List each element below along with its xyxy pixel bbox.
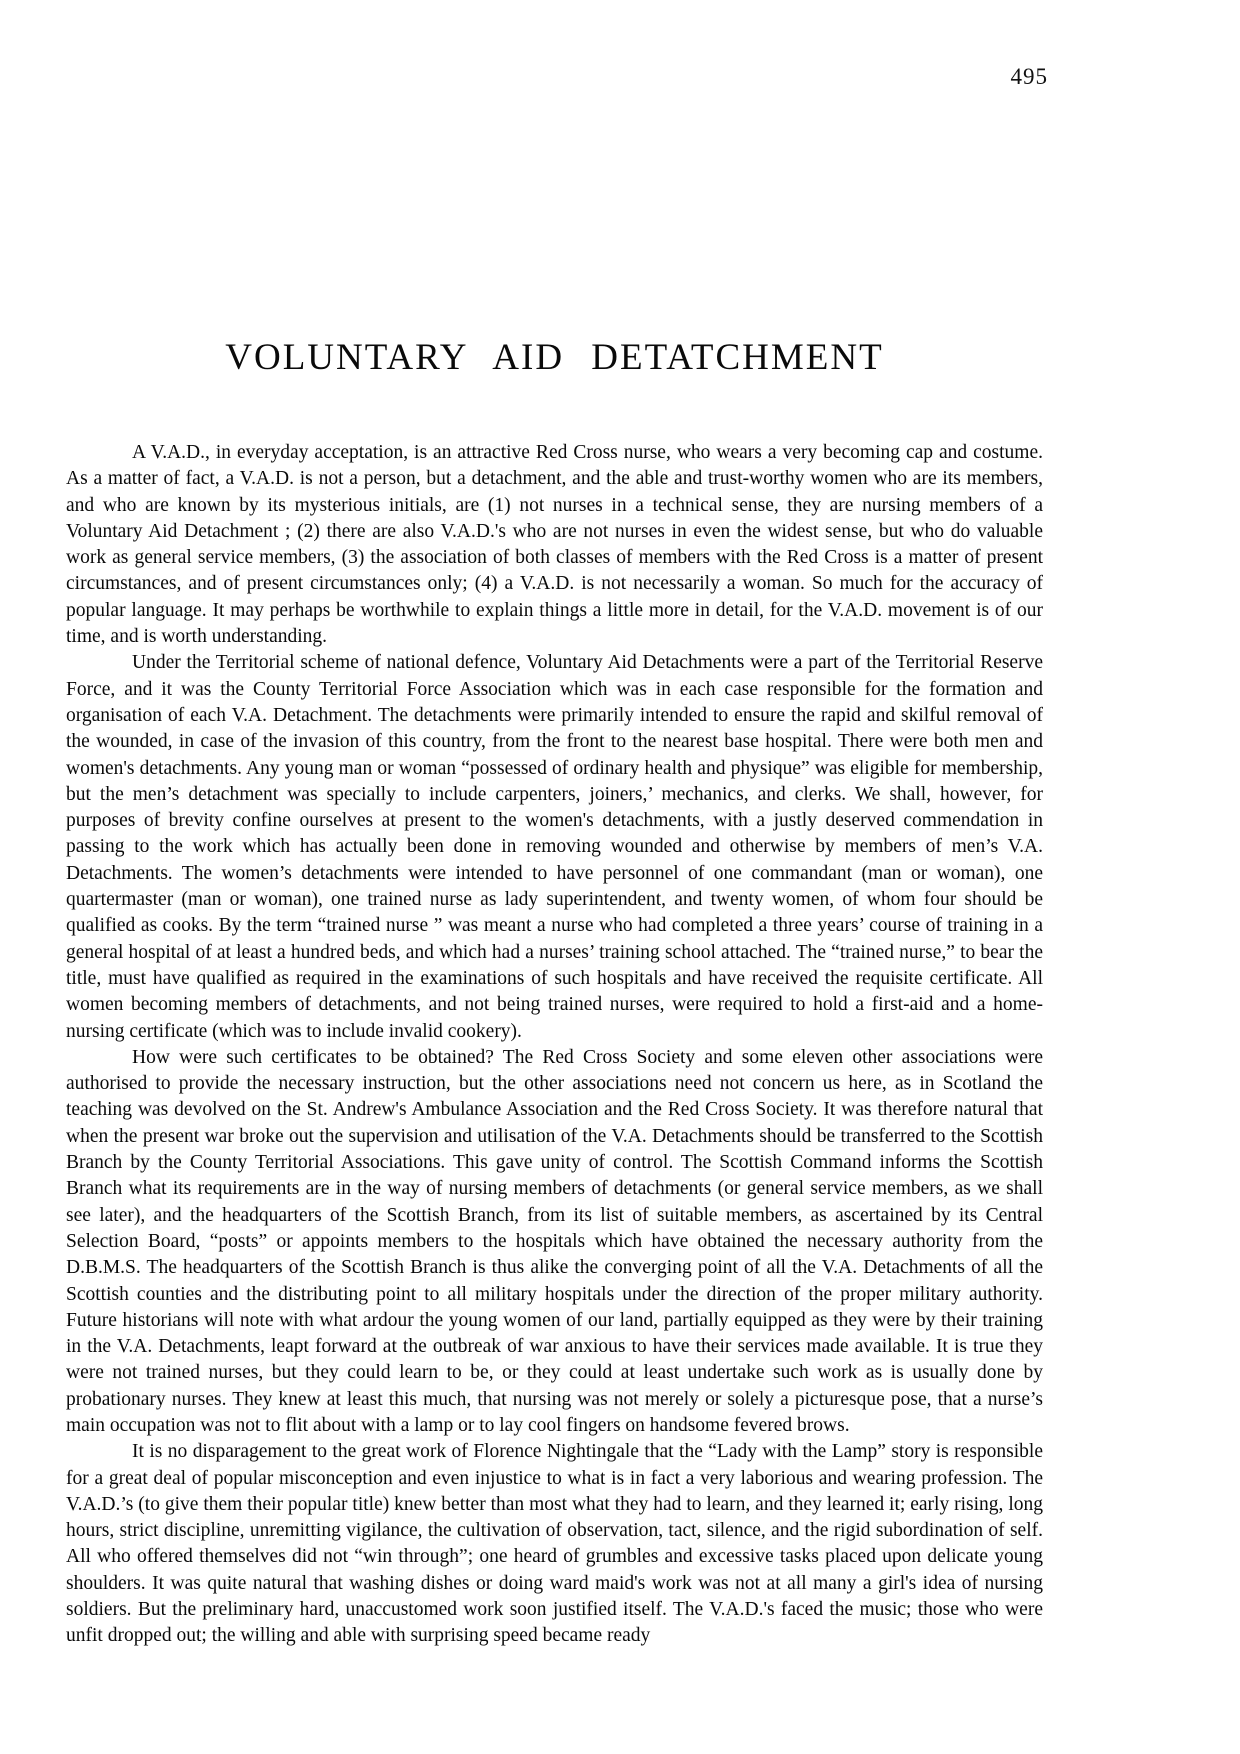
document-body [66,440,1043,1650]
paragraph: How were such certificates to be obtained? The Red Cross Society and some eleven other associations were authorised to provide the necessary instruction, but the other associations need not concern us here, as in Scotland the teaching was devolved on the St. Andrew's Ambulance Association and the Red Cross Society. It was therefore natural that when the present war broke out the supervision and utilisation of the V.A. Detachments should be transferred to the Scottish Branch by the County Territorial Associations. This gave unity of control. The Scottish Command informs the Scottish Branch what its requirements are in the way of nursing members of detachments (or general service members, as we shall see later), and the headquarters of the Scottish Branch, from its list of suitable members, as ascertained by its Central Selection Board, “posts” or appoints members to the hospitals which have obtained the necessary authority from the D.B.M.S. The headquarters of the Scottish Branch is thus alike the converging point of all the V.A. Detachments of all the Scottish counties and the distributing point to all military hospitals under the direction of the proper military authority. Future historians will note with what ardour the young women of our land, partially equipped as they were by their training in the V.A. Detachments, leapt forward at the outbreak of war anxious to have their services made available. It is true they were not trained nurses, but they could learn to be, or they could at least undertake such work as is usually done by probationary nurses. They knew at least this much, that nursing was not merely or solely a picturesque pose, that a nurse’s main occupation was not to flit about with a lamp or to lay cool fingers on handsome fevered brows. [66,1046,1043,1436]
page-number: 495 [1010,64,1048,89]
paragraph: It is no disparagement to the great work of Florence Nightingale that the “Lady with the Lamp” story is responsible for a great deal of popular misconception and even injustice to what is in fact a very laborious and wearing profession. The V.A.D.’s (to give them their popular title) knew better than most what they had to learn, and they learned it; early rising, long hours, strict discipline, unremitting vigilance, the cultivation of observation, tact, silence, and the rigid subordination of self. All who offered themselves did not “win through”; one heard of grumbles and excessive tasks placed upon delicate young shoulders. It was quite natural that washing dishes or doing ward maid's work was not at all many a girl's idea of nursing soldiers. But the preliminary hard, unaccustomed work soon justified itself. The V.A.D.'s faced the music; those who were unfit dropped out; the willing and able with surprising speed became ready [66,1441,1043,1647]
paragraph: A V.A.D., in everyday acceptation, is an attractive Red Cross nurse, who wears a very becoming cap and costume. As a matter of fact, a V.A.D. is not a person, but a detachment, and the able and trust-worthy women who are its members, and who are known by its mysterious initials, are (1) not nurses in a technical sense, they are nursing members of a Voluntary Aid Detachment ; (2) there are also V.A.D.'s who are not nurses in even the widest sense, but who do valuable work as general service members, (3) the association of both classes of members with the Red Cross is a matter of present circumstances, and of present circumstances only; (4) a V.A.D. is not necessarily a woman. So much for the accuracy of popular language. It may perhaps be worthwhile to explain things a little more in detail, for the V.A.D. movement is of our time, and is worth understanding. [66,442,1043,648]
page-title: VOLUNTARY AID DETATCHMENT [225,337,884,378]
paragraph: Under the Territorial scheme of national defence, Voluntary Aid Detachments were a part of the Territorial Reserve Force, and it was the County Territorial Force Association which was in each case responsible for the formation and organisation of each V.A. Detachment. The detachments were primarily intended to ensure the rapid and skilful removal of the wounded, in case of the invasion of this country, from the front to the nearest base hospital. There were both men and women's detachments. Any young man or woman “possessed of ordinary health and physique” was eligible for membership, but the men’s detachment was specially to include carpenters, joiners,’ mechanics, and clerks. We shall, however, for purposes of brevity confine ourselves at present to the women's detachments, with a justly deserved commendation in passing to the work which has actually been done in removing wounded and otherwise by members of men’s V.A. Detachments. The women’s detachments were intended to have personnel of one commandant (man or woman), one quartermaster (man or woman), one trained nurse as lady superintendent, and twenty women, of whom four should be qualified as cooks. By the term “trained nurse ” was meant a nurse who had completed a three years’ course of training in a general hospital of at least a hundred beds, and which had a nurses’ training school attached. The “trained nurse,” to bear the title, must have qualified as required in the examinations of such hospitals and have received the requisite certificate. All women becoming members of detachments, and not being trained nurses, were required to hold a first-aid and a home-nursing certificate (which was to include invalid cookery). [66,652,1043,1042]
